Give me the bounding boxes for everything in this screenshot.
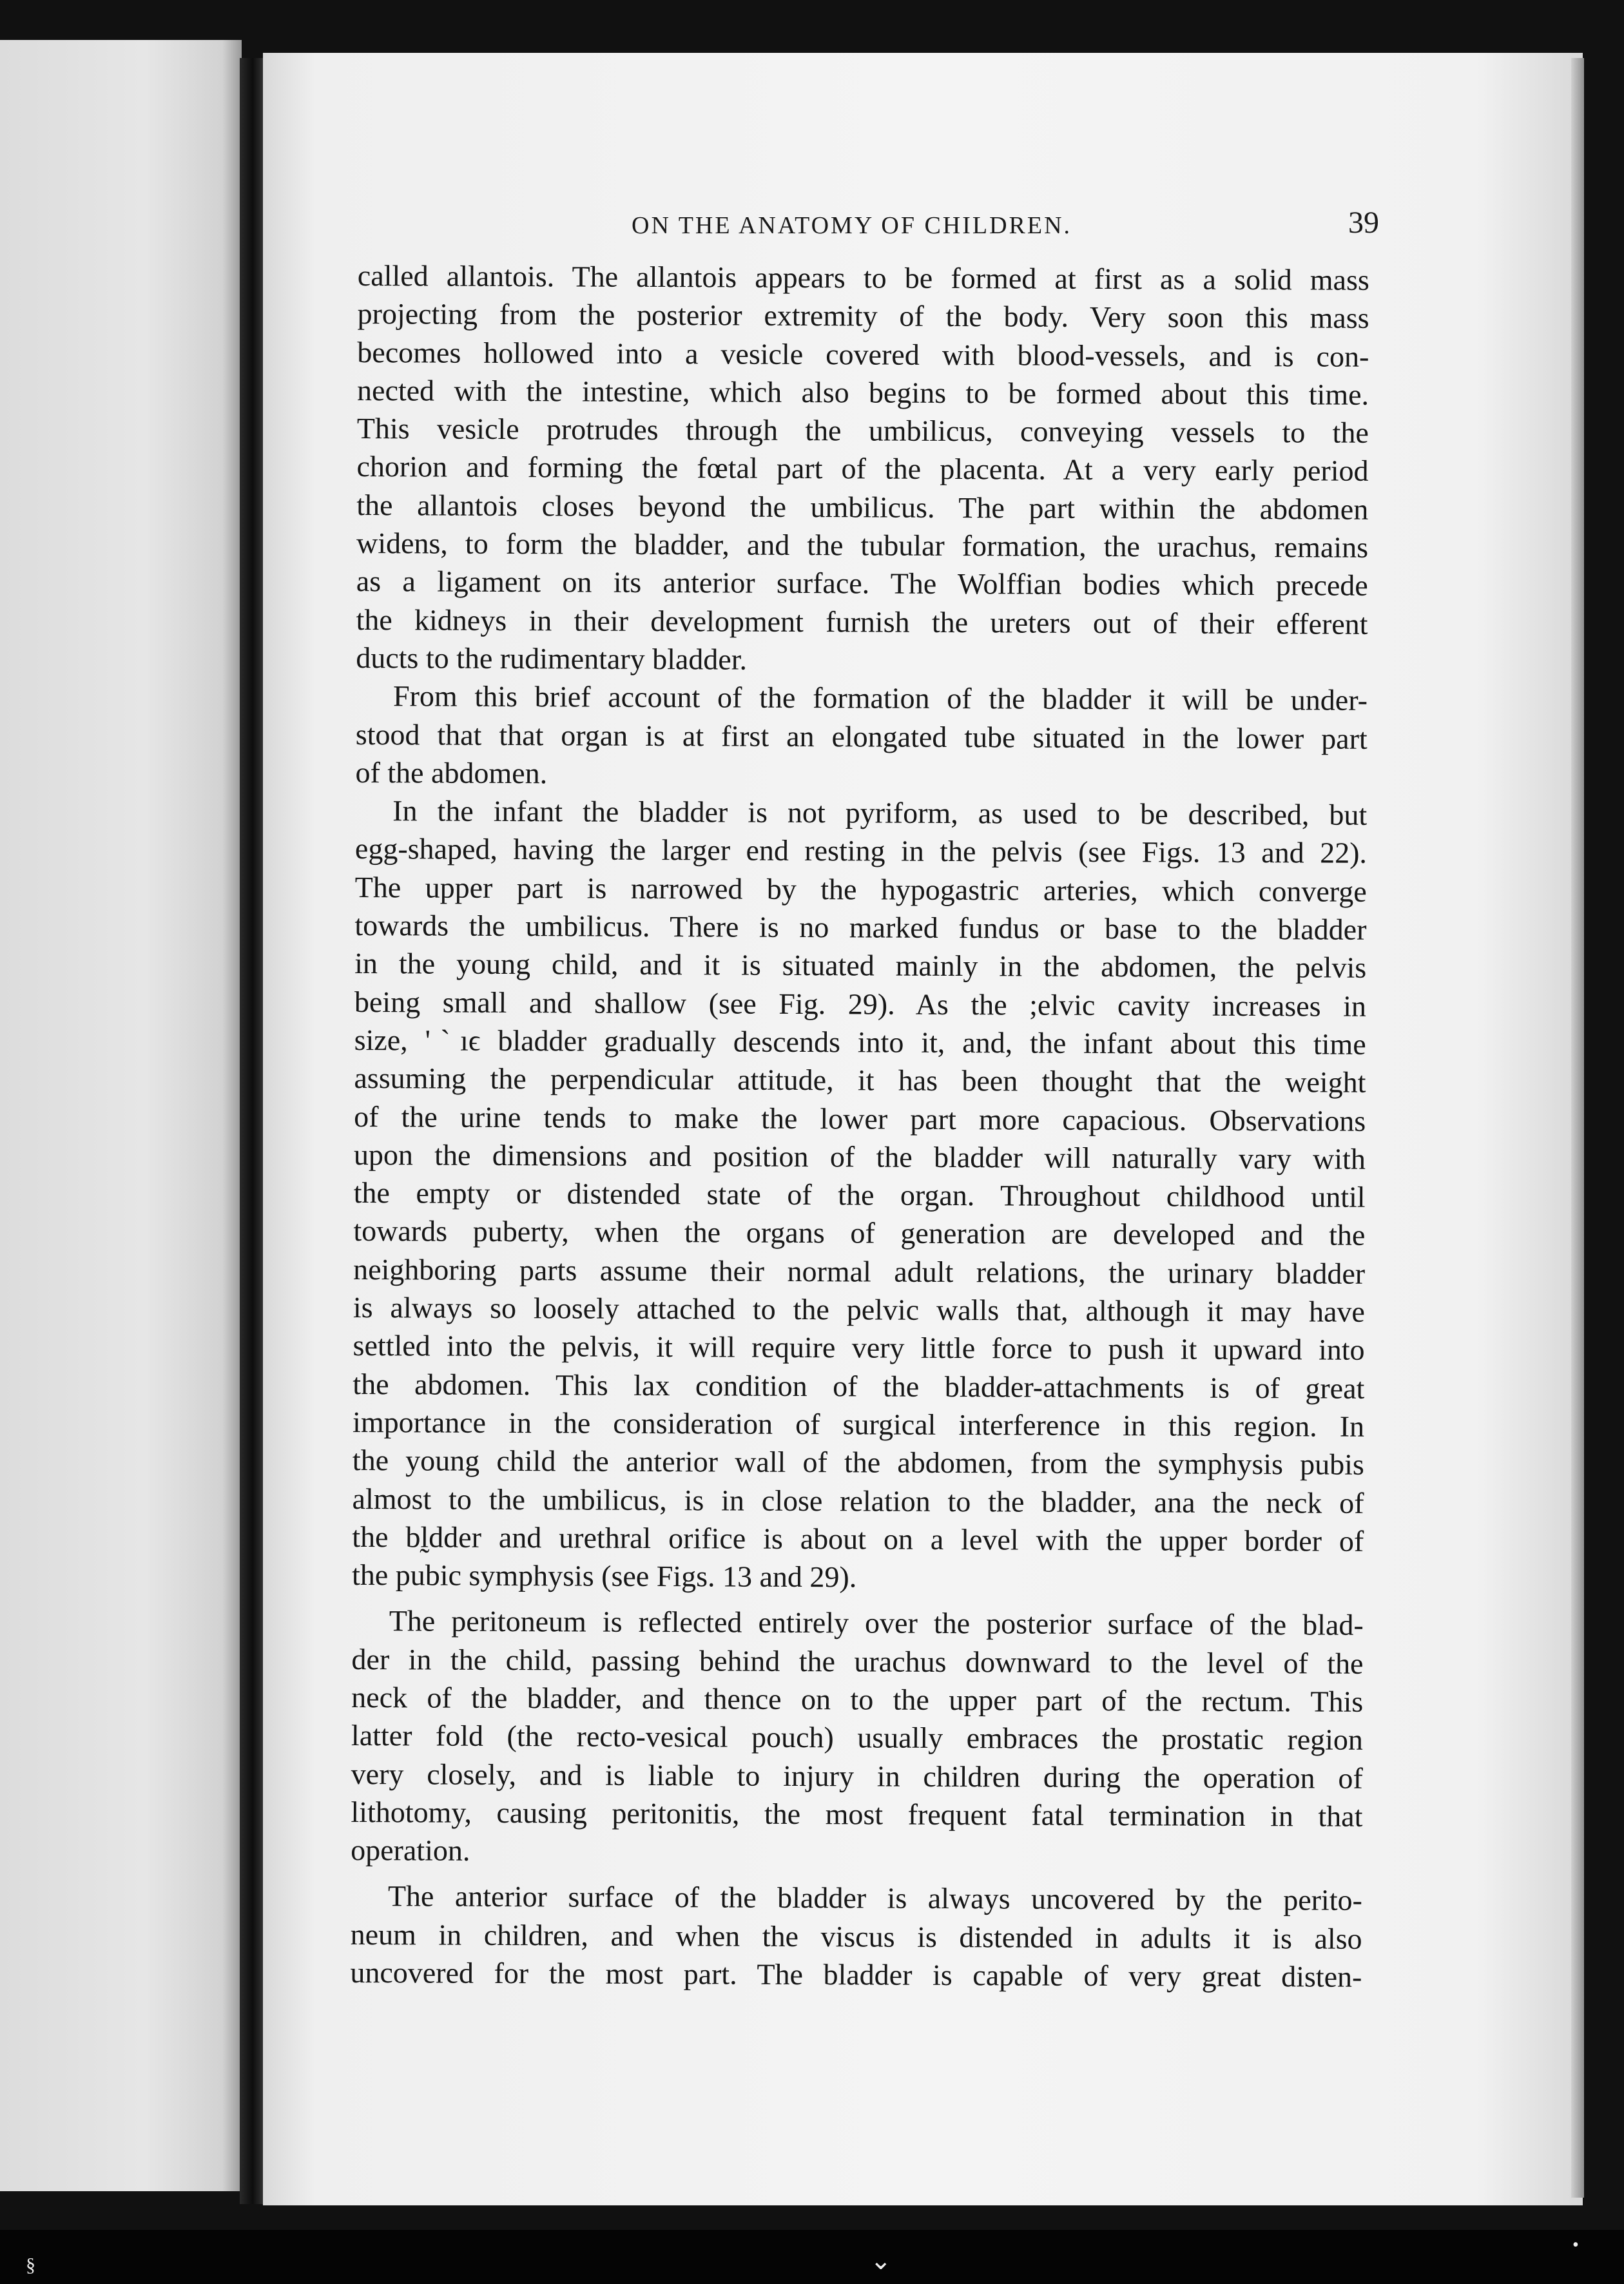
text-line: egg-shaped, having the larger end resting in the pelvis (see Figs. 13 and 22). bbox=[354, 832, 1368, 870]
text-line: operation. bbox=[351, 1834, 470, 1867]
text-line: neck of the bladder, and thence on to the upper part of the rectum. This bbox=[351, 1680, 1364, 1718]
paragraph-1 bbox=[356, 256, 1369, 681]
dust-speck: ⌄ bbox=[870, 2246, 892, 2275]
book-gutter bbox=[240, 58, 266, 2204]
text-line: upon the dimensions and position of the bladder will naturally vary with bbox=[353, 1137, 1366, 1176]
paragraph-2 bbox=[355, 677, 1368, 796]
paragraph-5 bbox=[350, 1877, 1362, 1996]
dust-speck: § bbox=[26, 2254, 35, 2276]
text-line: is always so loosely attached to the pelvic walls that, although it may have bbox=[353, 1291, 1365, 1328]
text-line: This vesicle protrudes through the umbilicus, conveying vessels to the bbox=[356, 412, 1369, 450]
text-line: importance in the consideration of surgical interference in this region. In bbox=[352, 1405, 1365, 1443]
text-line: called allantois. The allantois appears to be formed at first as a solid mass bbox=[357, 258, 1369, 296]
text-line: latter fold (the recto-vesical pouch) usually embraces the prostatic region bbox=[351, 1719, 1364, 1757]
text-line: as a ligament on its anterior surface. The Wolffian bodies which precede bbox=[356, 565, 1368, 603]
text-line: being small and shallow (see Fig. 29). As the ;elvic cavity increases in bbox=[354, 985, 1367, 1023]
text-line: the young child the anterior wall of the abdomen, from the symphysis pubis bbox=[352, 1444, 1364, 1482]
text-line: widens, to form the bladder, and the tubular formation, the urachus, remains bbox=[356, 527, 1369, 564]
dust-speck: • bbox=[1572, 2235, 1579, 2255]
text-line: towards puberty, when the organs of generation are developed and the bbox=[353, 1214, 1366, 1252]
text-line: size, 'ˋıϵ bladder gradually descends into it, and, the infant about this time bbox=[354, 1023, 1366, 1061]
page-number: 39 bbox=[1348, 206, 1379, 240]
paragraph-3 bbox=[352, 791, 1367, 1598]
text-line: neum in children, and when the viscus is distended in adults it is also bbox=[350, 1917, 1362, 1955]
text-line: very closely, and is liable to injury in children during the operation of bbox=[351, 1757, 1363, 1795]
text-body bbox=[350, 256, 1369, 1996]
text-line: stood that that organ is at first an elongated tube situated in the lower part bbox=[355, 717, 1368, 755]
text-line: towards the umbilicus. There is no marked fundus or base to the bladder bbox=[354, 909, 1367, 946]
text-line: The peritoneum is reflected entirely over the posterior surface of the blad- bbox=[389, 1604, 1364, 1642]
facing-page-edge bbox=[0, 40, 242, 2191]
header-title: ON THE ANATOMY OF CHILDREN. bbox=[632, 212, 1072, 239]
text-line: chorion and forming the fœtal part of the placenta. At a very early period bbox=[356, 450, 1369, 488]
paragraph-4 bbox=[351, 1602, 1364, 1873]
scan-bottom-border bbox=[0, 2230, 1624, 2284]
text-line: ducts to the rudimentary bladder. bbox=[356, 641, 748, 676]
text-line: In the infant the bladder is not pyriform, as used to be described, but bbox=[392, 794, 1368, 831]
text-line: becomes hollowed into a vesicle covered with blood-vessels, and is con- bbox=[357, 335, 1369, 373]
running-header bbox=[632, 205, 1379, 244]
text-line: the pubic symphysis (see Figs. 13 and 29). bbox=[351, 1558, 857, 1594]
text-line: The upper part is narrowed by the hypogastric arteries, which converge bbox=[354, 870, 1367, 908]
text-line: nected with the intestine, which also begins to be formed about this time. bbox=[356, 373, 1369, 411]
text-line: The anterior surface of the bladder is always uncovered by the perito- bbox=[387, 1879, 1362, 1917]
text-line: the empty or distended state of the organ. Throughout childhood until bbox=[353, 1176, 1366, 1214]
text-line: the bl̰dder and urethral orifice is about on a level with the upper border of bbox=[352, 1520, 1364, 1558]
text-line: uncovered for the most part. The bladder is capable of very great disten- bbox=[350, 1956, 1362, 1993]
text-line: in the young child, and it is situated mainly in the abdomen, the pelvis bbox=[354, 947, 1367, 985]
text-line: assuming the perpendicular attitude, it has been thought that the weight bbox=[354, 1061, 1366, 1099]
text-line: of the abdomen. bbox=[355, 755, 548, 790]
text-line: almost to the umbilicus, is in close relation to the bladder, ana the neck of bbox=[352, 1482, 1364, 1520]
text-line: projecting from the posterior extremity of the body. Very soon this mass bbox=[357, 297, 1369, 335]
text-line: der in the child, passing behind the urachus downward to the level of the bbox=[351, 1642, 1364, 1680]
text-line: From this brief account of the formation of the bladder it will be under- bbox=[392, 679, 1368, 717]
text-line: the abdomen. This lax condition of the bladder-attachments is of great bbox=[353, 1367, 1365, 1405]
text-line: of the urine tends to make the lower part more capacious. Observations bbox=[354, 1099, 1366, 1137]
text-line: settled into the pelvis, it will require very little force to push it upward into bbox=[353, 1329, 1365, 1367]
text-line: lithotomy, causing peritonitis, the most frequent fatal termination in that bbox=[351, 1795, 1363, 1833]
text-line: the kidneys in their development furnish the ureters out of their efferent bbox=[356, 603, 1368, 641]
page-edge-shadow bbox=[1571, 58, 1584, 2198]
text-line: neighboring parts assume their normal adult relations, the urinary bladder bbox=[353, 1252, 1366, 1290]
text-line: the allantois closes beyond the umbilicus. The part within the abdomen bbox=[356, 488, 1369, 526]
